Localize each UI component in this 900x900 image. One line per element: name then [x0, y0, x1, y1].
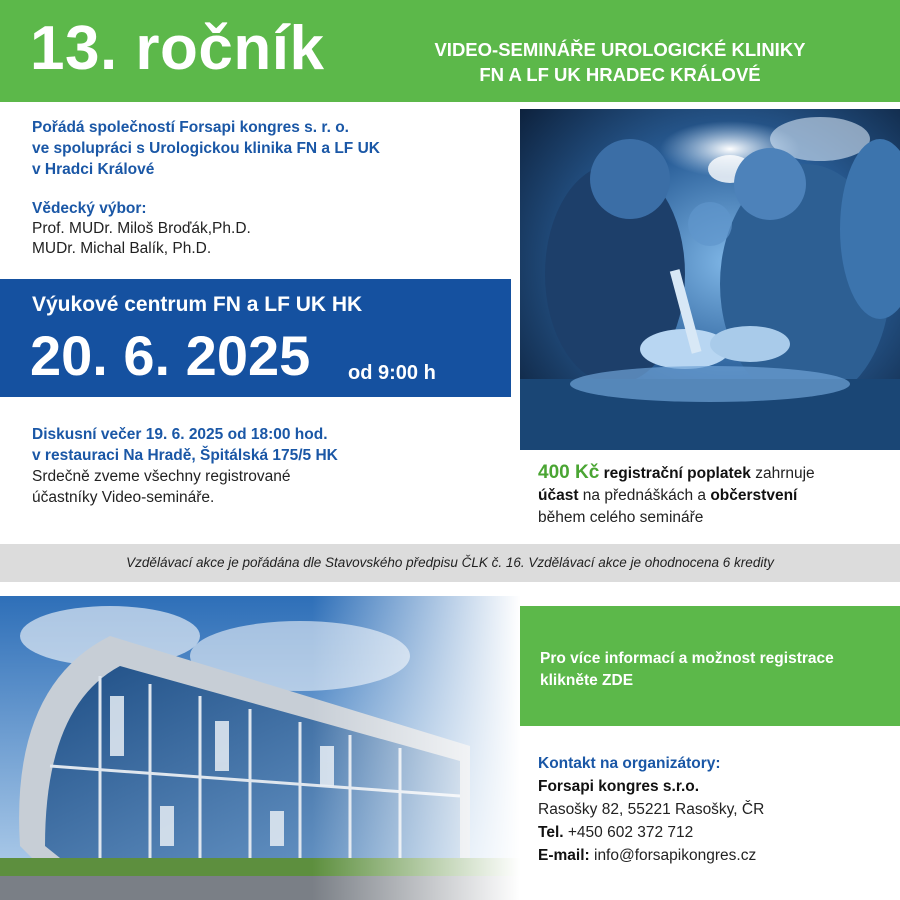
- event-date: 20. 6. 2025: [30, 324, 311, 387]
- contact-phone[interactable]: +450 602 372 712: [563, 824, 694, 841]
- building-photo: [0, 596, 520, 900]
- contact-heading: Kontakt na organizátory:: [538, 755, 721, 772]
- scientific-committee: [32, 199, 251, 259]
- fee-participation: účast: [538, 487, 579, 504]
- event-time: od 9:00 h: [348, 362, 436, 384]
- header-subtitle: [385, 37, 855, 87]
- building-photo-illustration: [0, 596, 520, 900]
- tel-label: Tel.: [538, 824, 564, 841]
- committee-heading: Vědecký výbor:: [32, 200, 147, 217]
- edition-title: 13. ročník: [30, 14, 325, 83]
- header-subtitle-line1: VIDEO-SEMINÁŘE UROLOGICKÉ KLINIKY: [434, 39, 806, 60]
- fee-refreshments: občerstvení: [710, 487, 798, 504]
- discussion-line4: účastníky Video-semináře.: [32, 489, 215, 506]
- fee-amount: 400 Kč: [538, 462, 600, 483]
- discussion-evening: [32, 424, 338, 508]
- registration-cta[interactable]: [540, 648, 834, 692]
- fee-text: na přednáškách a: [578, 487, 711, 504]
- discussion-line2: v restauraci Na Hradě, Špitálská 175/5 HK: [32, 447, 338, 464]
- organizer-line2: ve spolupráci s Urologickou klinika FN a LF UK: [32, 140, 380, 157]
- registration-fee: [538, 462, 888, 529]
- fee-label: registrační poplatek: [603, 465, 751, 482]
- fee-text: zahrnuje: [750, 465, 815, 482]
- contact-email[interactable]: info@forsapikongres.cz: [589, 847, 757, 864]
- header-subtitle-line2: FN A LF UK HRADEC KRÁLOVÉ: [479, 64, 761, 85]
- organizer-info: [32, 117, 380, 180]
- contact-info: [538, 752, 764, 867]
- contact-company: Forsapi kongres s.r.o.: [538, 778, 700, 795]
- committee-member: Prof. MUDr. Miloš Broďák,Ph.D.: [32, 220, 251, 237]
- event-venue: Výukové centrum FN a LF UK HK: [32, 293, 363, 316]
- cta-text: Pro více informací a možnost registrace: [540, 650, 834, 667]
- contact-address: Rasošky 82, 55221 Rasošky, ČR: [538, 801, 765, 818]
- email-label: E-mail:: [538, 847, 590, 864]
- accreditation-notice: Vzdělávací akce je pořádána dle Stavovského předpisu ČLK č. 16. Vzdělávací akce je ohodnocena 6 kredity: [126, 555, 774, 570]
- organizer-line1: Pořádá společností Forsapi kongres s. r. o.: [32, 119, 349, 136]
- surgery-photo-illustration: [520, 109, 900, 450]
- discussion-line3: Srdečně zveme všechny registrované: [32, 468, 291, 485]
- discussion-line1: Diskusní večer 19. 6. 2025 od 18:00 hod.: [32, 426, 328, 443]
- surgery-photo: [520, 109, 900, 450]
- register-link[interactable]: klikněte ZDE: [540, 672, 634, 689]
- organizer-line3: v Hradci Králové: [32, 161, 155, 178]
- committee-member: MUDr. Michal Balík, Ph.D.: [32, 240, 212, 257]
- fee-text: během celého semináře: [538, 509, 704, 526]
